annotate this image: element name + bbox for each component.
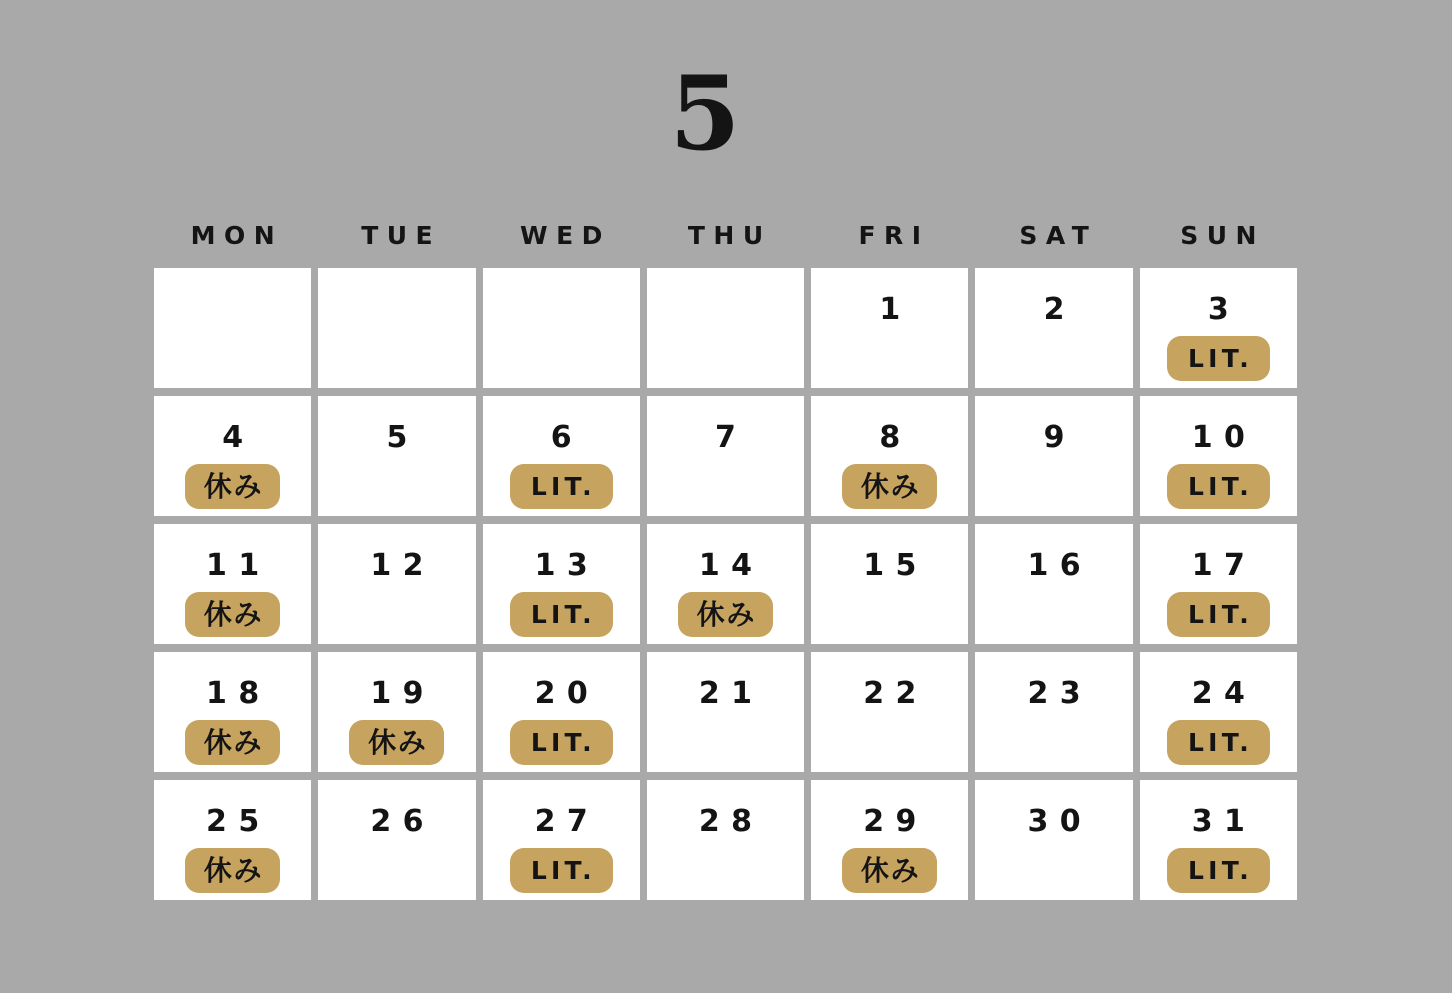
day-number: 3 (1207, 292, 1241, 327)
day-number: 10 (1191, 420, 1257, 455)
weekday-header-row (154, 220, 1297, 253)
lit-badge: LIT. (510, 720, 613, 765)
calendar-cell-13 (483, 524, 640, 644)
day-number: 21 (698, 676, 764, 711)
weekday-header-mon: MON (190, 221, 284, 250)
calendar-cell-empty (483, 268, 640, 388)
lit-badge: LIT. (510, 592, 613, 637)
day-number: 12 (370, 548, 435, 583)
weekday-header-fri: FRI (858, 221, 930, 250)
day-number: 16 (1027, 548, 1093, 583)
day-number: 18 (206, 676, 271, 711)
calendar-cell-7 (647, 396, 804, 516)
calendar-cell-2 (975, 268, 1132, 388)
day-number: 23 (1027, 676, 1093, 711)
day-number: 15 (863, 548, 928, 583)
calendar-cell-19 (318, 652, 475, 772)
day-number: 28 (698, 804, 764, 839)
day-number: 9 (1043, 420, 1076, 455)
calendar-cell-empty (647, 268, 804, 388)
calendar-cell-28 (647, 780, 804, 900)
calendar-cell-22 (811, 652, 968, 772)
calendar-cell-11 (154, 524, 311, 644)
closed-badge: 休み (842, 848, 937, 893)
calendar-cell-26 (318, 780, 475, 900)
calendar-cell-8 (811, 396, 968, 516)
calendar-cell-27 (483, 780, 640, 900)
day-number: 19 (370, 676, 435, 711)
lit-badge: LIT. (1167, 592, 1270, 637)
closed-badge: 休み (349, 720, 444, 765)
calendar-cell-24 (1140, 652, 1297, 772)
lit-badge: LIT. (510, 464, 613, 509)
day-number: 25 (206, 804, 271, 839)
calendar-cell-9 (975, 396, 1132, 516)
calendar-cell-18 (154, 652, 311, 772)
day-number: 6 (550, 420, 584, 455)
day-number: 14 (698, 548, 764, 583)
calendar-cell-30 (975, 780, 1132, 900)
calendar-cell-21 (647, 652, 804, 772)
calendar-cell-empty (154, 268, 311, 388)
day-number: 17 (1191, 548, 1257, 583)
day-number: 8 (879, 420, 912, 455)
calendar-cell-16 (975, 524, 1132, 644)
weekday-header-thu: THU (687, 221, 772, 250)
day-number: 24 (1191, 676, 1257, 711)
lit-badge: LIT. (1167, 848, 1270, 893)
calendar-cell-6 (483, 396, 640, 516)
lit-badge: LIT. (510, 848, 613, 893)
day-number: 7 (715, 420, 748, 455)
calendar-cell-29 (811, 780, 968, 900)
calendar-cell-4 (154, 396, 311, 516)
closed-badge: 休み (842, 464, 937, 509)
lit-badge: LIT. (1167, 720, 1270, 765)
calendar-cell-15 (811, 524, 968, 644)
day-number: 11 (206, 548, 271, 583)
calendar-cell-empty (318, 268, 475, 388)
calendar-cell-10 (1140, 396, 1297, 516)
day-number: 31 (1191, 804, 1257, 839)
day-number: 5 (386, 420, 419, 455)
calendar-grid (154, 268, 1297, 900)
calendar-cell-20 (483, 652, 640, 772)
weekday-header-sun: SUN (1180, 221, 1265, 250)
weekday-header-tue: TUE (361, 221, 442, 250)
closed-badge: 休み (678, 592, 773, 637)
lit-badge: LIT. (1167, 336, 1270, 381)
calendar-cell-12 (318, 524, 475, 644)
day-number: 26 (370, 804, 435, 839)
calendar-cell-17 (1140, 524, 1297, 644)
day-number: 4 (222, 420, 255, 455)
lit-badge: LIT. (1167, 464, 1270, 509)
calendar-cell-14 (647, 524, 804, 644)
month-title: 5 (669, 54, 741, 174)
calendar-cell-3 (1140, 268, 1297, 388)
calendar-cell-25 (154, 780, 311, 900)
calendar-cell-1 (811, 268, 968, 388)
closed-badge: 休み (185, 848, 280, 893)
day-number: 22 (863, 676, 928, 711)
day-number: 27 (534, 804, 600, 839)
calendar-cell-23 (975, 652, 1132, 772)
calendar-cell-5 (318, 396, 475, 516)
day-number: 13 (534, 548, 600, 583)
day-number: 20 (534, 676, 600, 711)
day-number: 2 (1043, 292, 1076, 327)
weekday-header-sat: SAT (1019, 221, 1098, 250)
day-number: 29 (863, 804, 928, 839)
closed-badge: 休み (185, 464, 280, 509)
weekday-header-wed: WED (520, 221, 611, 250)
closed-badge: 休み (185, 720, 280, 765)
day-number: 30 (1027, 804, 1093, 839)
closed-badge: 休み (185, 592, 280, 637)
calendar-cell-31 (1140, 780, 1297, 900)
day-number: 1 (879, 292, 912, 327)
